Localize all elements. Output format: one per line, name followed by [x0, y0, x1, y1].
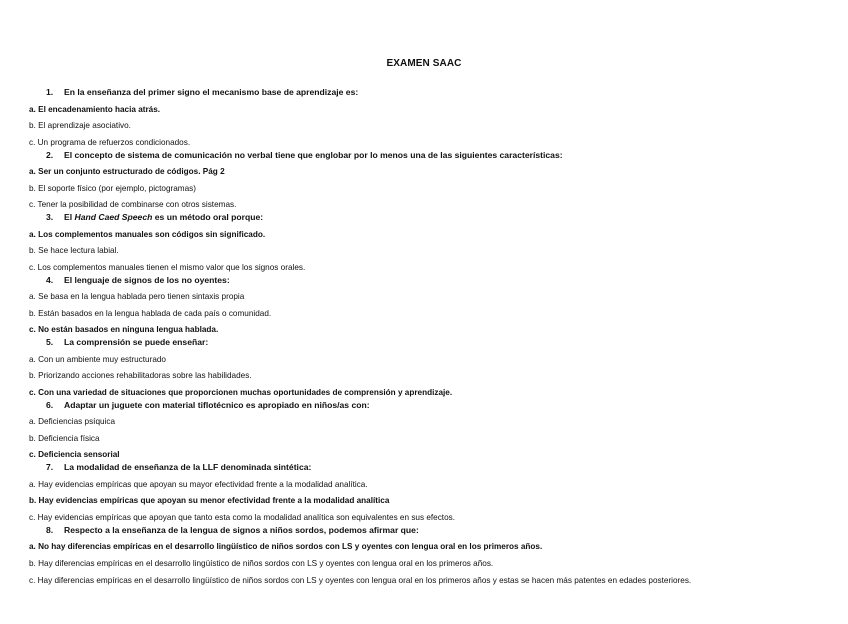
question-3 [29, 212, 829, 273]
question-heading [29, 525, 829, 536]
question-heading [29, 400, 829, 411]
question-2 [29, 150, 829, 211]
answer-option: a. Deficiencias psíquica [29, 417, 116, 426]
answer-option: c. Los complementos manuales tienen el mismo valor que los signos orales. [29, 262, 306, 272]
question-heading [29, 87, 829, 98]
question-text: En la enseñanza del primer signo el mecanismo base de aprendizaje es: [64, 87, 359, 97]
answer-option: b. Se hace lectura labial. [29, 246, 119, 255]
answer-option: a. Se basa en la lengua hablada pero tienen sintaxis propia [29, 292, 245, 301]
question-4 [29, 275, 829, 336]
question-1 [29, 87, 829, 148]
question-number: 3. [46, 212, 54, 222]
answer-option: c. Deficiencia sensorial [29, 450, 120, 459]
answer-option: c. Hay evidencias empíricas que apoyan que tanto esta como la modalidad analítica son equivalentes en sus efectos. [29, 512, 456, 522]
question-6 [29, 400, 829, 461]
question-number: 8. [46, 524, 54, 535]
page-title: EXAMEN SAAC [386, 58, 462, 69]
answer-option: b. Priorizando acciones rehabilitadoras sobre las habilidades. [29, 371, 252, 380]
question-number: 7. [46, 462, 54, 472]
question-number: 1. [46, 87, 54, 97]
answer-option: b. El soporte físico (por ejemplo, pictogramas) [29, 183, 197, 193]
question-text-italic: Hand Caed Speech [74, 212, 153, 222]
answer-option: c. Con una variedad de situaciones que proporcionen muchas oportunidades de comprensión y aprendizaje. [29, 387, 453, 397]
question-heading [29, 212, 829, 223]
exam-content [29, 87, 829, 587]
answer-option: c. Un programa de refuerzos condicionados. [29, 137, 191, 147]
answer-option: a. Los complementos manuales son códigos sin significado. [29, 229, 266, 239]
question-heading [29, 275, 829, 286]
question-text: El concepto de sistema de comunicación no verbal tiene que englobar por lo menos una de las siguientes características: [64, 149, 563, 160]
question-8 [29, 525, 829, 588]
answer-option: c. No están basados en ninguna lengua hablada. [29, 325, 219, 334]
question-text: El lenguaje de signos de los no oyentes: [64, 274, 230, 285]
answer-option: a. El encadenamiento hacia atrás. [29, 104, 161, 114]
answer-option: b. Hay diferencias empíricas en el desarrollo lingüístico de niños sordos con LS y oyentes con lengua oral en los primeros años. [29, 558, 494, 568]
question-heading [29, 462, 829, 473]
question-text: Respecto a la enseñanza de la lengua de signos a niños sordos, podemos afirmar que: [64, 524, 419, 535]
question-number: 4. [46, 274, 54, 285]
answer-option: b. Están basados en la lengua hablada de cada país o comunidad. [29, 308, 272, 318]
answer-option: b. Hay evidencias empíricas que apoyan su menor efectividad frente a la modalidad analítica [29, 496, 390, 505]
question-text-after: es un método oral porque: [154, 212, 264, 222]
question-number: 6. [46, 399, 54, 410]
question-text: La comprensión se puede enseñar: [64, 337, 209, 347]
answer-option: a. Hay evidencias empíricas que apoyan su mayor efectividad frente a la modalidad analítica. [29, 479, 368, 489]
answer-option: a. No hay diferencias empíricas en el desarrollo lingüístico de niños sordos con LS y oyentes con lengua oral en los primeros años. [29, 542, 543, 551]
question-number: 2. [46, 149, 54, 160]
question-heading [29, 150, 829, 161]
question-number: 5. [46, 337, 54, 347]
answer-option: c. Hay diferencias empíricas en el desarrollo lingüístico de niños sordos con LS y oyentes con lengua oral en los primeros años y estas se hacen más patentes en edades posteriores. [29, 576, 692, 585]
answer-option: b. El aprendizaje asociativo. [29, 121, 131, 130]
question-5 [29, 337, 829, 398]
question-text-before: El [64, 212, 73, 222]
answer-option: a. Con un ambiente muy estructurado [29, 354, 166, 364]
question-7 [29, 462, 829, 523]
answer-option: a. Ser un conjunto estructurado de códigos. Pág 2 [29, 167, 225, 176]
question-heading [29, 337, 829, 348]
question-text: Adaptar un juguete con material tiflotécnico es apropiado en niños/as con: [64, 399, 370, 410]
answer-option: c. Tener la posibilidad de combinarse con otros sistemas. [29, 200, 237, 209]
question-text: La modalidad de enseñanza de la LLF denominada sintética: [64, 462, 312, 472]
answer-option: b. Deficiencia física [29, 433, 100, 443]
